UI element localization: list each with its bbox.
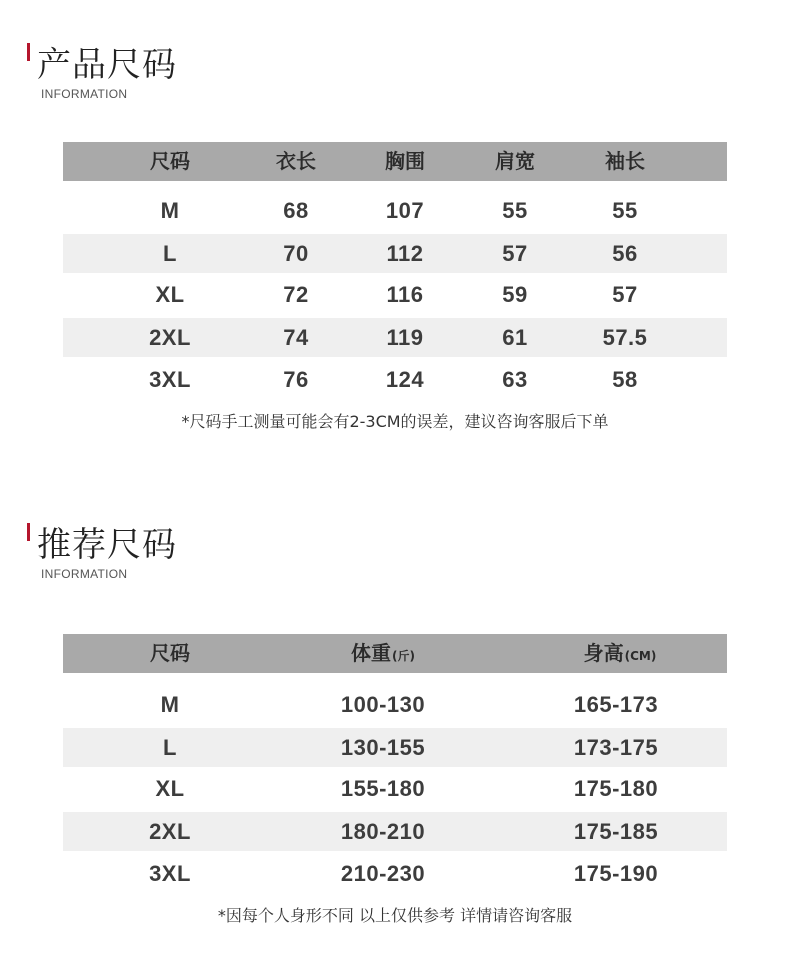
table-header bbox=[63, 634, 727, 673]
section-subtitle: INFORMATION bbox=[41, 87, 128, 101]
cell-shoulder: 63 bbox=[502, 367, 528, 392]
cell-chest: 124 bbox=[385, 367, 425, 392]
measurement-note: *尺码手工测量可能会有2-3CM的误差，建议咨询客服后下单 bbox=[181, 412, 609, 431]
cell-sleeve: 57.5 bbox=[602, 325, 648, 350]
cell-height: 173-175 bbox=[573, 735, 659, 760]
cell-chest: 107 bbox=[385, 198, 425, 223]
cell-length: 72 bbox=[283, 282, 309, 307]
recommendation-note: *因每个人身形不同 以上仅供参考 详情请咨询客服 bbox=[217, 906, 573, 925]
cell-size: 2XL bbox=[149, 819, 191, 844]
cell-length: 68 bbox=[283, 198, 309, 223]
table-row bbox=[63, 318, 727, 357]
section-accent-bar bbox=[27, 523, 30, 541]
cell-height: 175-190 bbox=[573, 861, 659, 886]
header-sleeve: 袖长 bbox=[605, 149, 645, 173]
section-title-product-size: 产品尺码 bbox=[37, 45, 177, 85]
section-accent-bar bbox=[27, 43, 30, 61]
cell-chest: 116 bbox=[386, 282, 424, 307]
section-subtitle: INFORMATION bbox=[41, 567, 128, 581]
table-row bbox=[63, 275, 727, 314]
cell-shoulder: 55 bbox=[502, 198, 528, 223]
table-header bbox=[63, 142, 727, 181]
cell-sleeve: 56 bbox=[612, 241, 638, 266]
cell-sleeve: 58 bbox=[612, 367, 638, 392]
cell-shoulder: 59 bbox=[502, 282, 528, 307]
header-chest: 胸围 bbox=[385, 149, 425, 173]
table-row bbox=[63, 191, 727, 230]
cell-size: L bbox=[163, 241, 177, 266]
table-row bbox=[63, 854, 727, 893]
cell-length: 76 bbox=[283, 367, 309, 392]
header-weight-unit: (斤) bbox=[392, 649, 415, 663]
cell-weight: 100-130 bbox=[340, 692, 426, 717]
header-size: 尺码 bbox=[150, 149, 190, 173]
table-row bbox=[63, 728, 727, 767]
recommended-size-table bbox=[63, 634, 727, 894]
product-size-table bbox=[63, 142, 727, 402]
cell-size: 2XL bbox=[149, 325, 191, 350]
cell-size: M bbox=[160, 198, 180, 223]
cell-height: 165-173 bbox=[573, 692, 659, 717]
table-row bbox=[63, 234, 727, 273]
table-row bbox=[63, 685, 727, 724]
cell-weight: 155-180 bbox=[340, 776, 426, 801]
header-height-label: 身高 bbox=[583, 641, 624, 665]
cell-size: 3XL bbox=[149, 861, 191, 886]
header-size: 尺码 bbox=[150, 641, 190, 665]
cell-size: XL bbox=[155, 282, 185, 307]
cell-shoulder: 57 bbox=[502, 241, 528, 266]
cell-size: M bbox=[160, 692, 180, 717]
cell-weight: 210-230 bbox=[340, 861, 426, 886]
cell-chest: 119 bbox=[386, 325, 424, 350]
section-title-recommended-size: 推荐尺码 bbox=[37, 525, 177, 565]
cell-height: 175-185 bbox=[573, 819, 659, 844]
cell-size: XL bbox=[155, 776, 185, 801]
cell-sleeve: 55 bbox=[612, 198, 638, 223]
header-length: 衣长 bbox=[276, 149, 316, 173]
cell-height: 175-180 bbox=[573, 776, 659, 801]
cell-length: 70 bbox=[283, 241, 309, 266]
table-row bbox=[63, 360, 727, 399]
header-weight-label: 体重 bbox=[351, 641, 392, 665]
cell-size: L bbox=[163, 735, 177, 760]
header-height-unit: (CM) bbox=[624, 649, 657, 663]
cell-size: 3XL bbox=[149, 367, 191, 392]
header-shoulder: 肩宽 bbox=[495, 149, 535, 173]
table-row bbox=[63, 769, 727, 808]
header-height bbox=[584, 634, 657, 673]
cell-sleeve: 57 bbox=[612, 282, 638, 307]
cell-length: 74 bbox=[283, 325, 309, 350]
table-row bbox=[63, 812, 727, 851]
cell-shoulder: 61 bbox=[502, 325, 528, 350]
cell-weight: 180-210 bbox=[340, 819, 426, 844]
cell-weight: 130-155 bbox=[340, 735, 426, 760]
header-weight bbox=[351, 634, 415, 673]
cell-chest: 112 bbox=[386, 241, 424, 266]
